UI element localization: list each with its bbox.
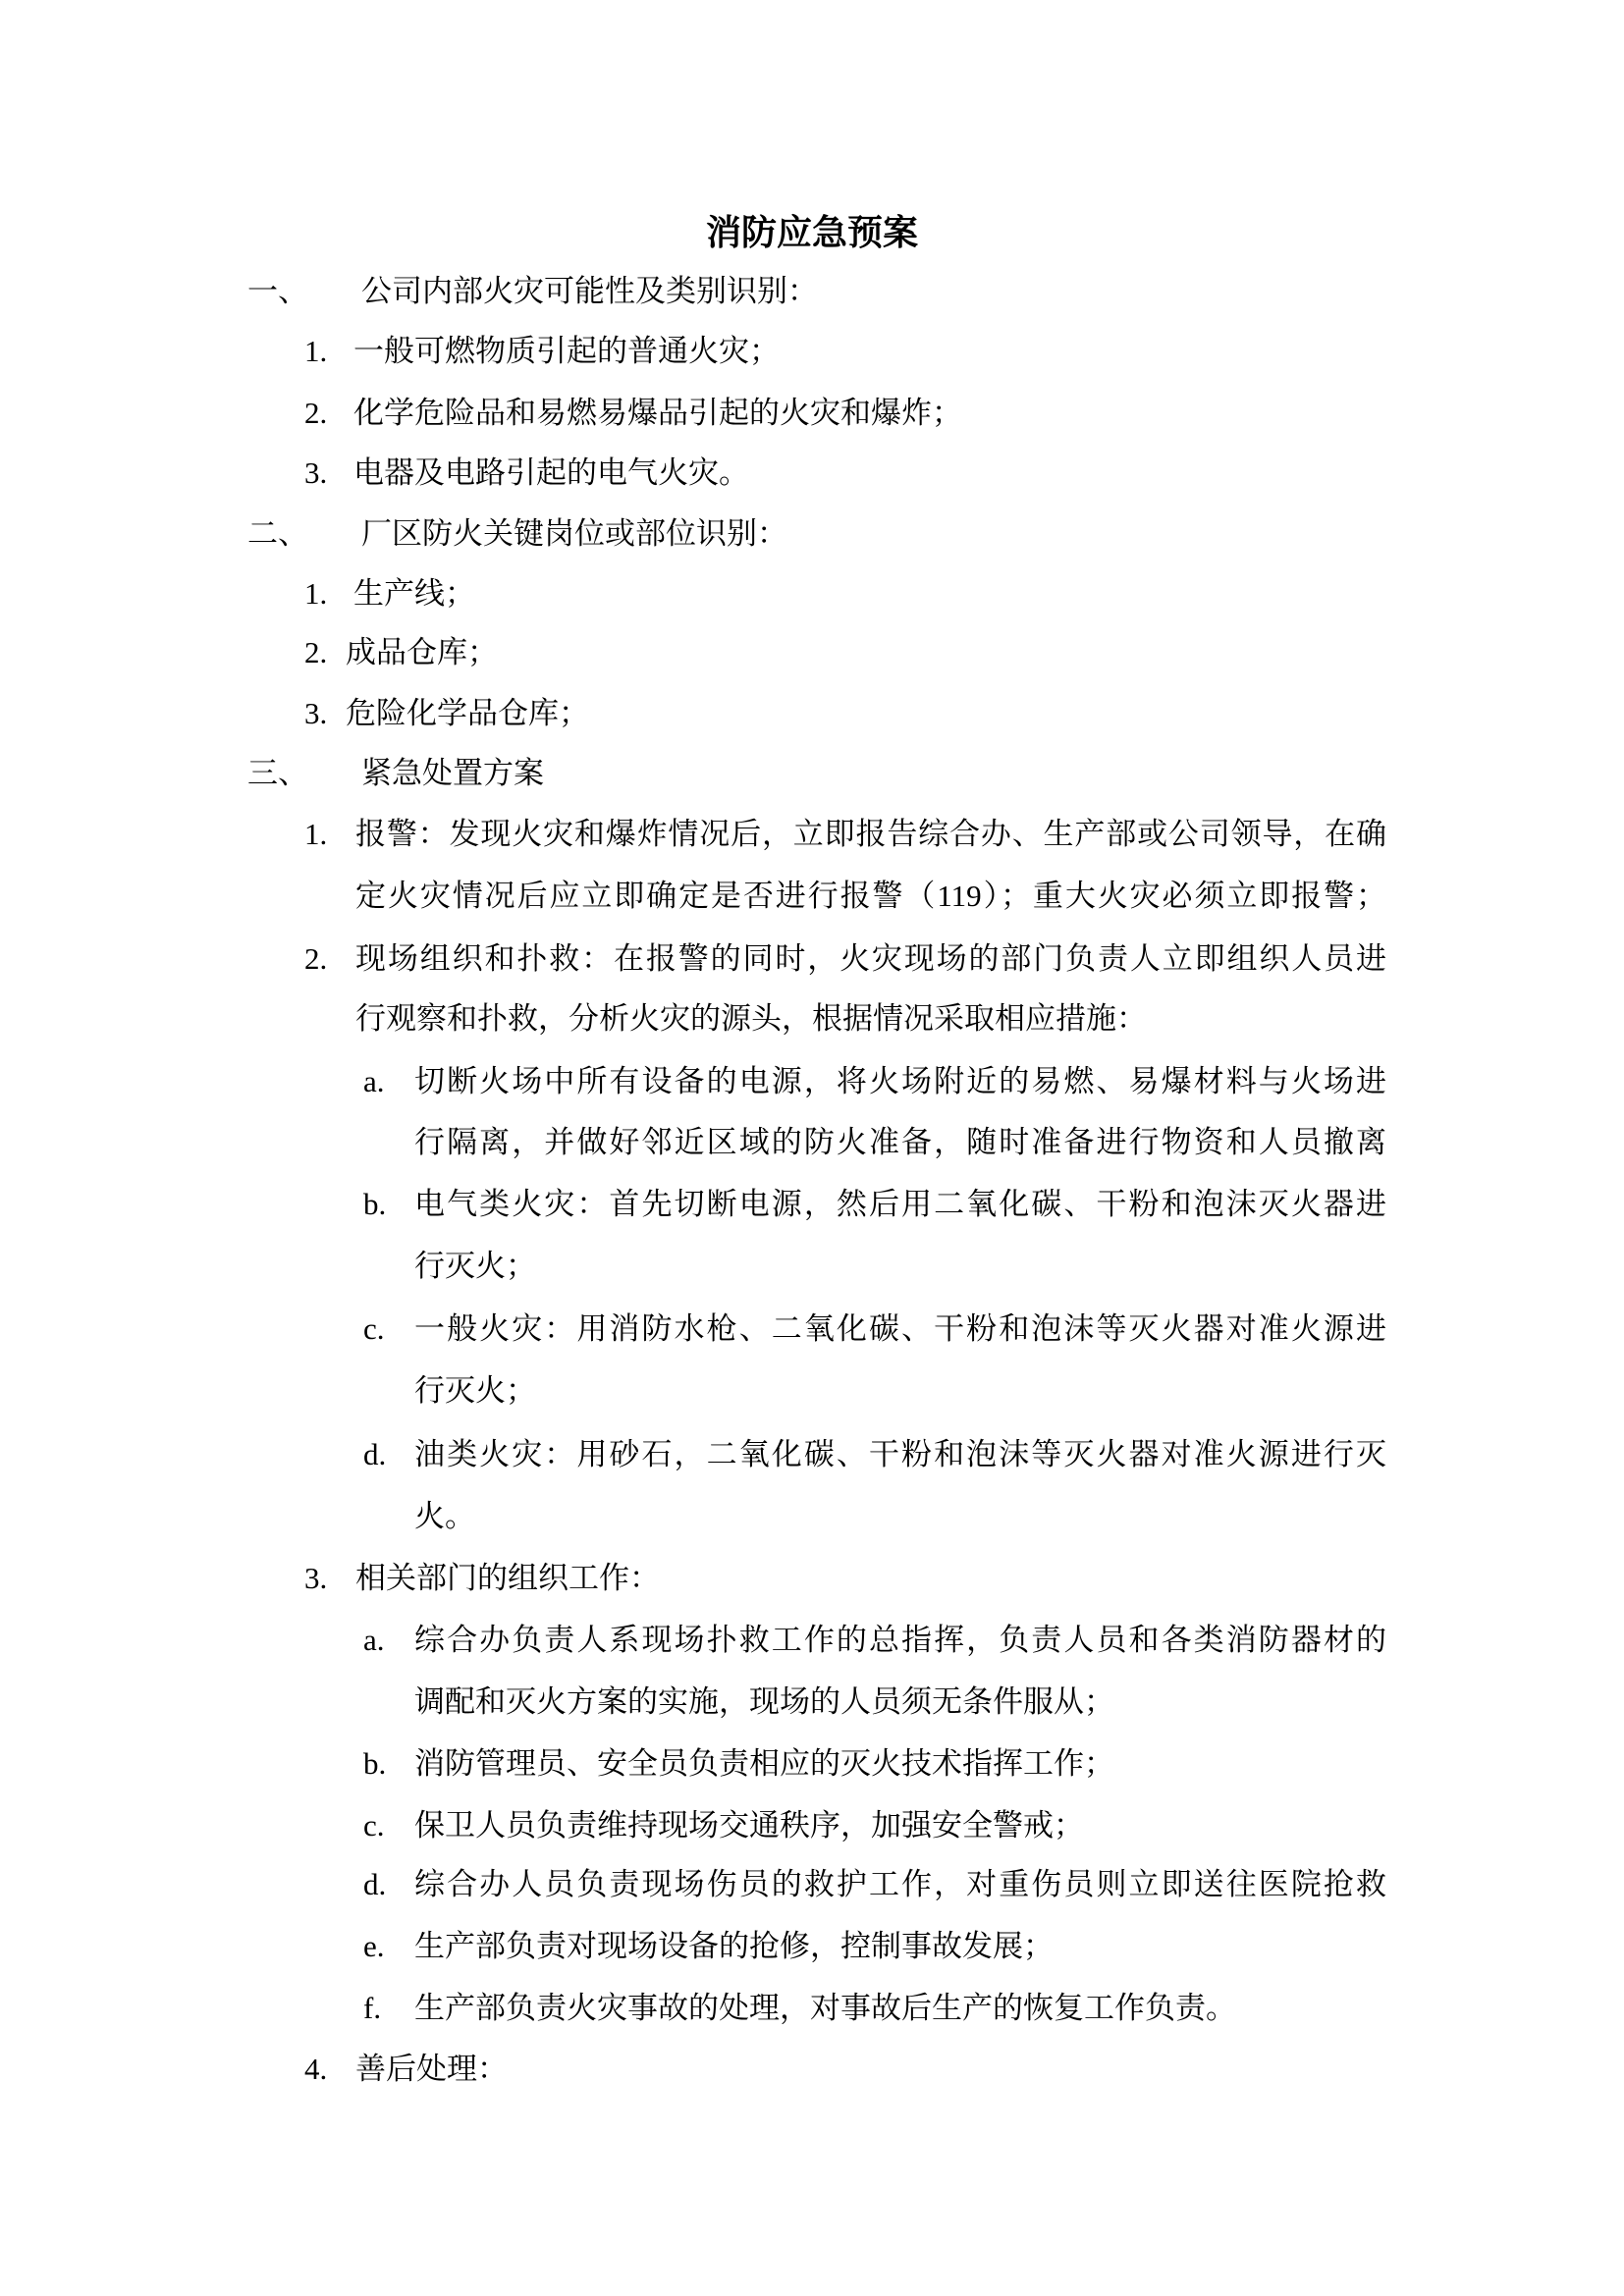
subitem-text: 一般火灾：用消防水枪、二氧化碳、干粉和泡沫等灭火器对准火源进 (414, 1311, 1386, 1346)
item-marker: 2. (304, 635, 328, 669)
item-marker: 3. (304, 696, 328, 730)
item-marker: 2. (304, 396, 328, 430)
section-heading: 紧急处置方案 (361, 756, 544, 790)
subitem-marker: b. (363, 1187, 387, 1221)
subitem-text: 电气类火灾：首先切断电源，然后用二氧化碳、干粉和泡沫灭火器进 (414, 1187, 1386, 1221)
subitem-marker: a. (363, 1623, 385, 1657)
subitem-marker: d. (363, 1867, 387, 1901)
item-marker: 1. (304, 576, 328, 611)
item-text: 现场组织和扑救：在报警的同时，火灾现场的部门负责人立即组织人员进 (355, 941, 1386, 976)
subitem-text: 行灭火； (414, 1373, 536, 1408)
item-marker: 3. (304, 1561, 328, 1595)
subitem-text: 行隔离，并做好邻近区域的防火准备，随时准备进行物资和人员撤离 (414, 1125, 1386, 1159)
subitem-text: 油类火灾：用砂石，二氧化碳、干粉和泡沫等灭火器对准火源进行灭 (414, 1437, 1386, 1471)
subitem-text: 综合办负责人系现场扑救工作的总指挥，负责人员和各类消防器材的 (414, 1623, 1386, 1657)
section-marker: 二、 (247, 516, 308, 551)
subitem-marker: b. (363, 1746, 387, 1781)
subitem-text: 调配和灭火方案的实施，现场的人员须无条件服从； (414, 1684, 1114, 1719)
item-text: 成品仓库； (346, 635, 498, 669)
item-text: 善后处理： (355, 2052, 508, 2086)
item-marker: 1. (304, 817, 328, 851)
item-text: 危险化学品仓库； (346, 696, 589, 730)
item-text: 生产线； (353, 576, 475, 611)
document-title: 消防应急预案 (705, 213, 918, 252)
item-text: 行观察和扑救，分析火灾的源头，根据情况采取相应措施： (355, 1001, 1147, 1036)
section-marker: 三、 (247, 756, 308, 790)
subitem-marker: e. (363, 1929, 385, 1963)
item-marker: 1. (304, 334, 328, 368)
subitem-text: 生产部负责对现场设备的抢修，控制事故发展； (414, 1929, 1054, 1963)
item-marker: 3. (304, 455, 328, 490)
section-heading: 公司内部火灾可能性及类别识别： (361, 274, 818, 308)
subitem-text: 火。 (414, 1499, 475, 1533)
section-heading: 厂区防火关键岗位或部位识别： (361, 516, 787, 551)
subitem-marker: f. (363, 1991, 382, 2025)
item-marker: 4. (304, 2052, 328, 2086)
subitem-text: 切断火场中所有设备的电源，将火场附近的易燃、易爆材料与火场进 (414, 1064, 1386, 1098)
item-text: 一般可燃物质引起的普通火灾； (353, 334, 780, 368)
subitem-marker: d. (363, 1437, 387, 1471)
item-text: 电器及电路引起的电气火灾。 (353, 455, 749, 490)
subitem-text: 消防管理员、安全员负责相应的灭火技术指挥工作； (414, 1746, 1114, 1781)
subitem-text: 综合办人员负责现场伤员的救护工作，对重伤员则立即送往医院抢救 (414, 1867, 1386, 1901)
section-marker: 一、 (247, 274, 308, 308)
item-text: 报警：发现火灾和爆炸情况后，立即报告综合办、生产部或公司领导，在确 (355, 817, 1386, 851)
subitem-marker: c. (363, 1311, 385, 1346)
subitem-text: 保卫人员负责维持现场交通秩序，加强安全警戒； (414, 1808, 1084, 1842)
subitem-marker: a. (363, 1064, 385, 1098)
item-marker: 2. (304, 941, 328, 976)
subitem-marker: c. (363, 1808, 385, 1842)
item-text: 定火灾情况后应立即确定是否进行报警（119）；重大火灾必须立即报警； (355, 879, 1386, 913)
subitem-text: 生产部负责火灾事故的处理，对事故后生产的恢复工作负责。 (414, 1991, 1236, 2025)
item-text: 化学危险品和易燃易爆品引起的火灾和爆炸； (353, 396, 962, 430)
subitem-text: 行灭火； (414, 1249, 536, 1283)
item-text: 相关部门的组织工作： (355, 1561, 660, 1595)
